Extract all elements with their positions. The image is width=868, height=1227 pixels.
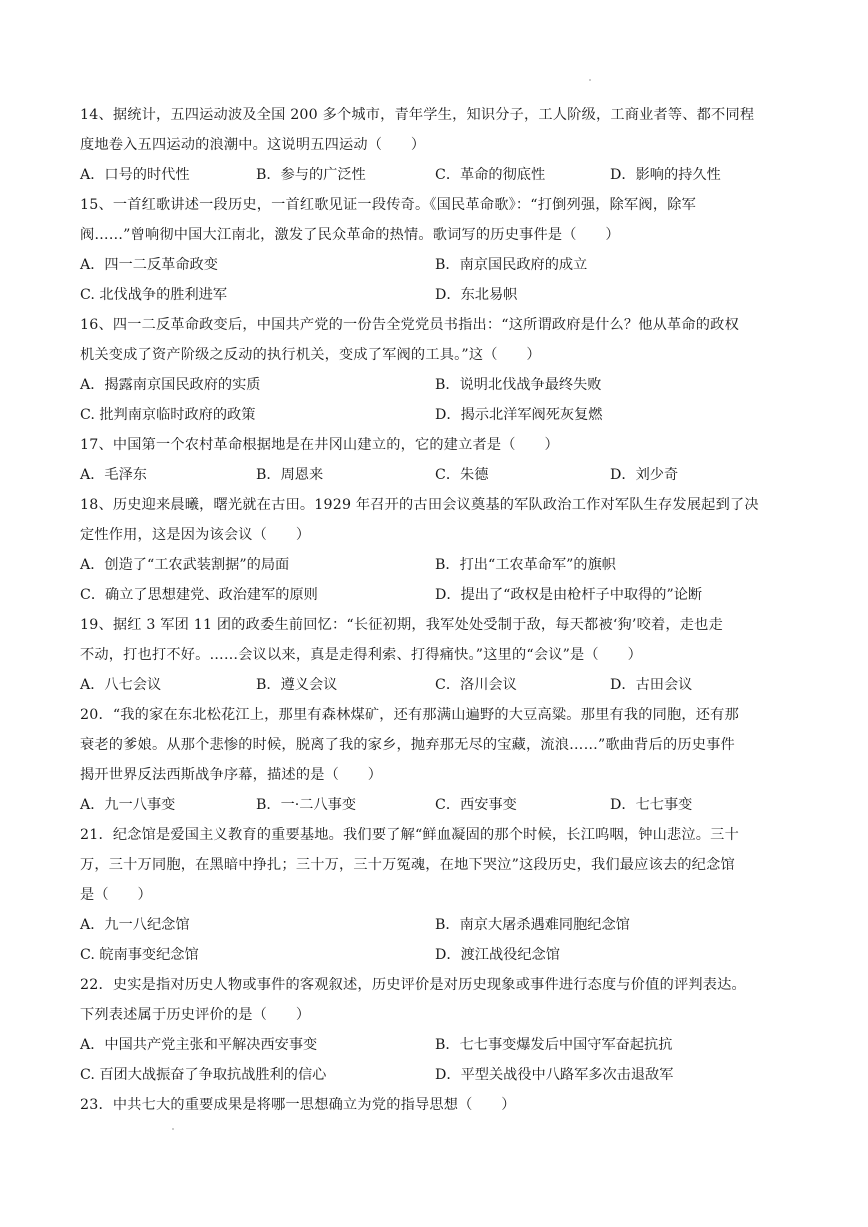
question-23: [80, 1090, 800, 1120]
answer-option: D．刘少奇: [610, 467, 679, 483]
answer-option: C．西安事变: [435, 797, 517, 813]
answer-option: C. 百团大战振奋了争取抗战胜利的信心: [80, 1067, 327, 1083]
scan-speck: [172, 1128, 174, 1130]
answer-option: D．影响的持久性: [610, 167, 721, 183]
answer-option: C. 北伐战争的胜利进军: [80, 287, 228, 303]
scan-speck: [589, 79, 591, 81]
answer-option: B．南京国民政府的成立: [435, 257, 588, 273]
question-stem-line: 衰老的爹娘。从那个悲惨的时候，脱离了我的家乡，抛弃那无尽的宝藏，流浪……”歌曲背后的历史事件: [80, 737, 735, 753]
answer-option: A．创造了“工农武装割据”的局面: [80, 557, 290, 573]
answer-option: A．四一二反革命政变: [80, 257, 218, 273]
question-stem-line: 20．“我的家在东北松花江上，那里有森林煤矿，还有那满山遍野的大豆高粱。那里有我的同胞，还有那: [80, 707, 739, 723]
question-stem-line: 下列表述属于历史评价的是（ ）: [80, 1007, 311, 1023]
question-stem-line: 阀……”曾响彻中国大江南北，激发了民众革命的热情。歌词写的历史事件是（ ）: [80, 227, 620, 243]
answer-option: D．揭示北洋军阀死灰复燃: [435, 407, 603, 423]
answer-option: C．洛川会议: [435, 677, 517, 693]
answer-option: B．打出“工农革命军”的旗帜: [435, 557, 616, 573]
options-row: [80, 280, 800, 310]
options-row: [80, 940, 800, 970]
answer-option: A．八七会议: [80, 677, 162, 693]
question-22: [80, 970, 800, 1090]
options-row: [80, 1030, 800, 1060]
question-stem-line: 23．中共七大的重要成果是将哪一思想确立为党的指导思想（ ）: [80, 1097, 516, 1113]
answer-option: D．古田会议: [610, 677, 693, 693]
answer-option: D．平型关战役中八路军多次击退敌军: [435, 1067, 674, 1083]
question-stem-line: 机关变成了资产阶级之反动的执行机关，变成了军阀的工具。”这（ ）: [80, 347, 541, 363]
question-stem-line: 15、一首红歌讲述一段历史，一首红歌见证一段传奇。《国民革命歌》：“打倒列强，除军阀，除军: [80, 197, 696, 213]
options-row: [80, 1060, 800, 1090]
answer-option: C. 批判南京临时政府的政策: [80, 407, 256, 423]
answer-option: B．参与的广泛性: [256, 167, 366, 183]
answer-option: D．渡江战役纪念馆: [435, 947, 560, 963]
options-row: [80, 160, 800, 190]
options-row: [80, 670, 800, 700]
options-row: [80, 910, 800, 940]
answer-option: A．口号的时代性: [80, 167, 190, 183]
options-row: [80, 460, 800, 490]
question-20: [80, 700, 800, 820]
answer-option: A．九一八纪念馆: [80, 917, 190, 933]
question-14: [80, 100, 800, 190]
question-stem-line: 22．史实是指对历史人物或事件的客观叙述，历史评价是对历史现象或事件进行态度与价值的评判表达。: [80, 977, 746, 993]
question-21: [80, 820, 800, 970]
options-row: [80, 550, 800, 580]
answer-option: C．朱德: [435, 467, 489, 483]
options-row: [80, 580, 800, 610]
answer-option: D．提出了“政权是由枪杆子中取得的”论断: [435, 587, 703, 603]
answer-option: B．南京大屠杀遇难同胞纪念馆: [435, 917, 630, 933]
answer-option: A．九一八事变: [80, 797, 176, 813]
answer-option: D．东北易帜: [435, 287, 518, 303]
question-15: [80, 190, 800, 310]
question-stem-line: 万，三十万同胞，在黑暗中挣扎；三十万，三十万冤魂，在地下哭泣”这段历史，我们最应该去的纪念馆: [80, 857, 735, 873]
answer-option: A．毛泽东: [80, 467, 147, 483]
question-18: [80, 490, 800, 610]
answer-option: C．革命的彻底性: [435, 167, 546, 183]
options-row: [80, 790, 800, 820]
question-stem-line: 是（ ）: [80, 887, 152, 903]
answer-option: A．中国共产党主张和平解决西安事变: [80, 1037, 318, 1053]
answer-option: B．一·二八事变: [256, 797, 357, 813]
question-stem-line: 17、中国第一个农村革命根据地是在井冈山建立的，它的建立者是（ ）: [80, 437, 559, 453]
question-stem-line: 19、据红 3 军团 11 团的政委生前回忆：“长征初期，我军处处受制于敌，每天都被‘狗’咬着，走也走: [80, 617, 723, 633]
question-stem-line: 度地卷入五四运动的浪潮中。这说明五四运动（ ）: [80, 137, 426, 153]
question-stem-line: 18、历史迎来晨曦，曙光就在古田。1929 年召开的古田会议奠基的军队政治工作对军队生存发展起到了决: [80, 497, 759, 513]
options-row: [80, 400, 800, 430]
question-stem-line: 21．纪念馆是爱国主义教育的重要基地。我们要了解“鲜血凝固的那个时候，长江呜咽，钟山悲泣。三十: [80, 827, 739, 843]
answer-option: B．说明北伐战争最终失败: [435, 377, 602, 393]
question-stem-line: 定性作用，这是因为该会议（ ）: [80, 527, 311, 543]
question-16: [80, 310, 800, 430]
options-row: [80, 370, 800, 400]
question-stem-line: 14、据统计，五四运动波及全国 200 多个城市，青年学生，知识分子，工人阶级，工商业者等、都不同程: [80, 107, 755, 123]
answer-option: B．七七事变爆发后中国守军奋起抗抗: [435, 1037, 673, 1053]
answer-option: D．七七事变: [610, 797, 693, 813]
answer-option: C. 皖南事变纪念馆: [80, 947, 199, 963]
question-stem-line: 不动，打也打不好。……会议以来，真是走得利索、打得痛快。”这里的“会议”是（ ）: [80, 647, 642, 663]
answer-option: B．周恩来: [256, 467, 324, 483]
answer-option: B．遵义会议: [256, 677, 338, 693]
answer-option: A．揭露南京国民政府的实质: [80, 377, 261, 393]
options-row: [80, 250, 800, 280]
question-19: [80, 610, 800, 700]
question-17: [80, 430, 800, 490]
answer-option: C．确立了思想建党、政治建军的原则: [80, 587, 318, 603]
question-stem-line: 16、四一二反革命政变后，中国共产党的一份告全党党员书指出：“这所谓政府是什么？他从革命的政权: [80, 317, 739, 333]
question-stem-line: 揭开世界反法西斯战争序幕，描述的是（ ）: [80, 767, 383, 783]
